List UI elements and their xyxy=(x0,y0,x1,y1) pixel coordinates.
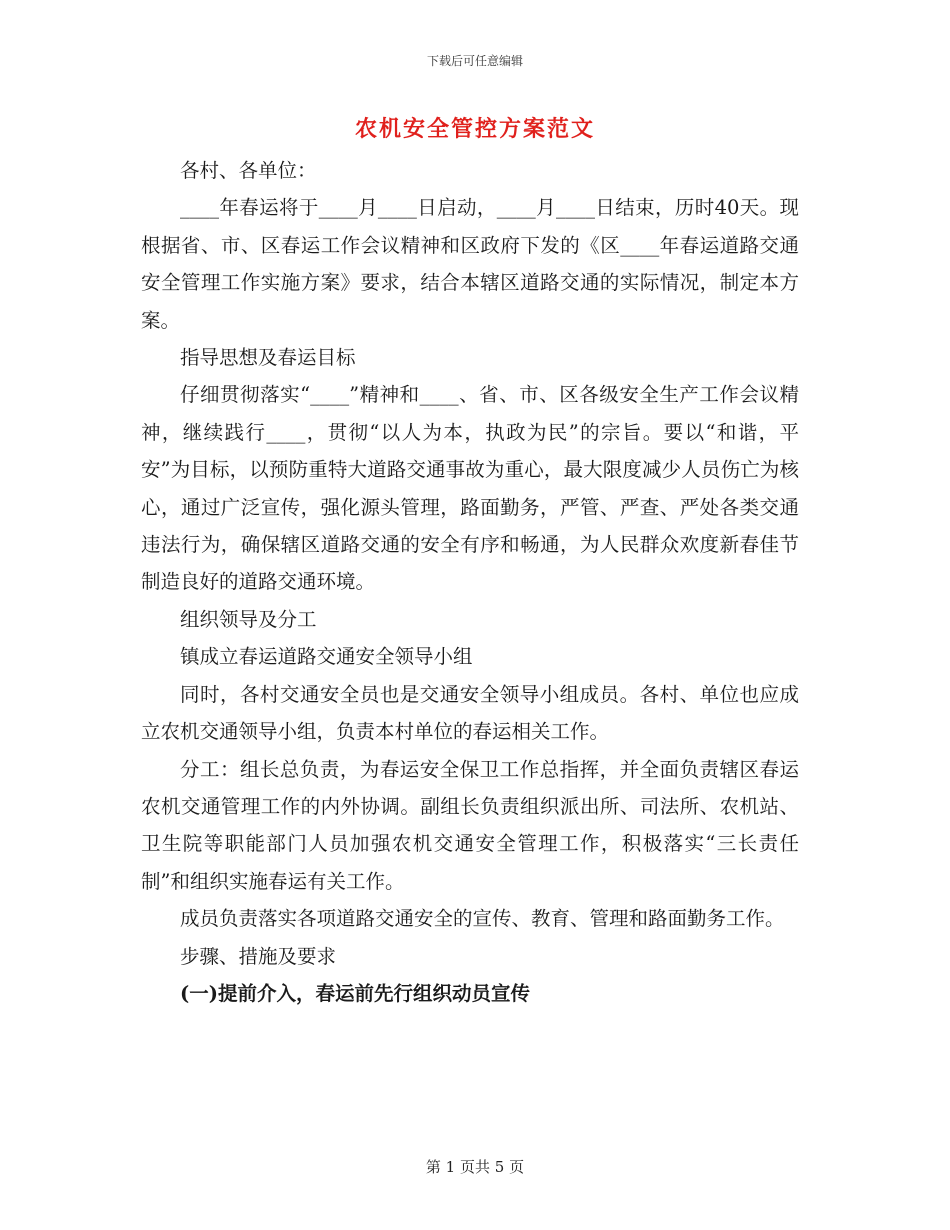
members-duties-paragraph: 成员负责落实各项道路交通安全的宣传、教育、管理和路面勤务工作。 xyxy=(180,907,785,931)
section-heading-organization: 组织领导及分工 xyxy=(180,607,317,631)
division-of-labor-paragraph: 分工：组长总负责，为春运安全保卫工作总指挥，并全面负责辖区春运农机交通管理工作的内外协调。副组长负责组织派出所、司法所、农机站、卫生院等职能部门人员加强农机交通安全管理工作，积极落实“三长责任制”和组织实施春运有关工作。 xyxy=(141,757,799,893)
page-number: 第 1 页共 5 页 xyxy=(425,1158,525,1176)
subsection-heading-1: (一)提前介入，春运前先行组织动员宣传 xyxy=(180,981,530,1005)
intro-paragraph: ____年春运将于____月____日启动，____月____日结束，历时40天。现根据省、市、区春运工作会议精神和区政府下发的《区____年春运道路交通安全管理工作实施方案》要求，结合本辖区道路交通的实际情况，制定本方案。 xyxy=(141,196,799,332)
document-title: 农机安全管控方案范文 xyxy=(354,116,595,142)
section-heading-steps: 步骤、措施及要求 xyxy=(180,944,337,968)
header-note: 下载后可任意编辑 xyxy=(426,54,523,68)
leadership-group-paragraph: 镇成立春运道路交通安全领导小组 xyxy=(180,645,473,669)
guiding-ideology-paragraph: 仔细贯彻落实“____”精神和____、省、市、区各级安全生产工作会议精神，继续践行____，贯彻“以人为本，执政为民”的宗旨。要以“和谐，平安”为目标，以预防重特大道路交通事故为重心，最大限度减少人员伤亡为核心，通过广泛宣传，强化源头管理，路面勤务，严管、严查、严处各类交通违法行为，确保辖区道路交通的安全有序和畅通，为人民群众欢度新春佳节制造良好的道路交通环境。 xyxy=(141,383,799,594)
document-body xyxy=(141,152,799,1012)
salutation-paragraph: 各村、各单位： xyxy=(180,159,317,182)
section-heading-guiding-ideology: 指导思想及春运目标 xyxy=(180,346,356,370)
village-members-paragraph: 同时，各村交通安全员也是交通安全领导小组成员。各村、单位也应成立农机交通领导小组，负责本村单位的春运相关工作。 xyxy=(141,682,799,744)
